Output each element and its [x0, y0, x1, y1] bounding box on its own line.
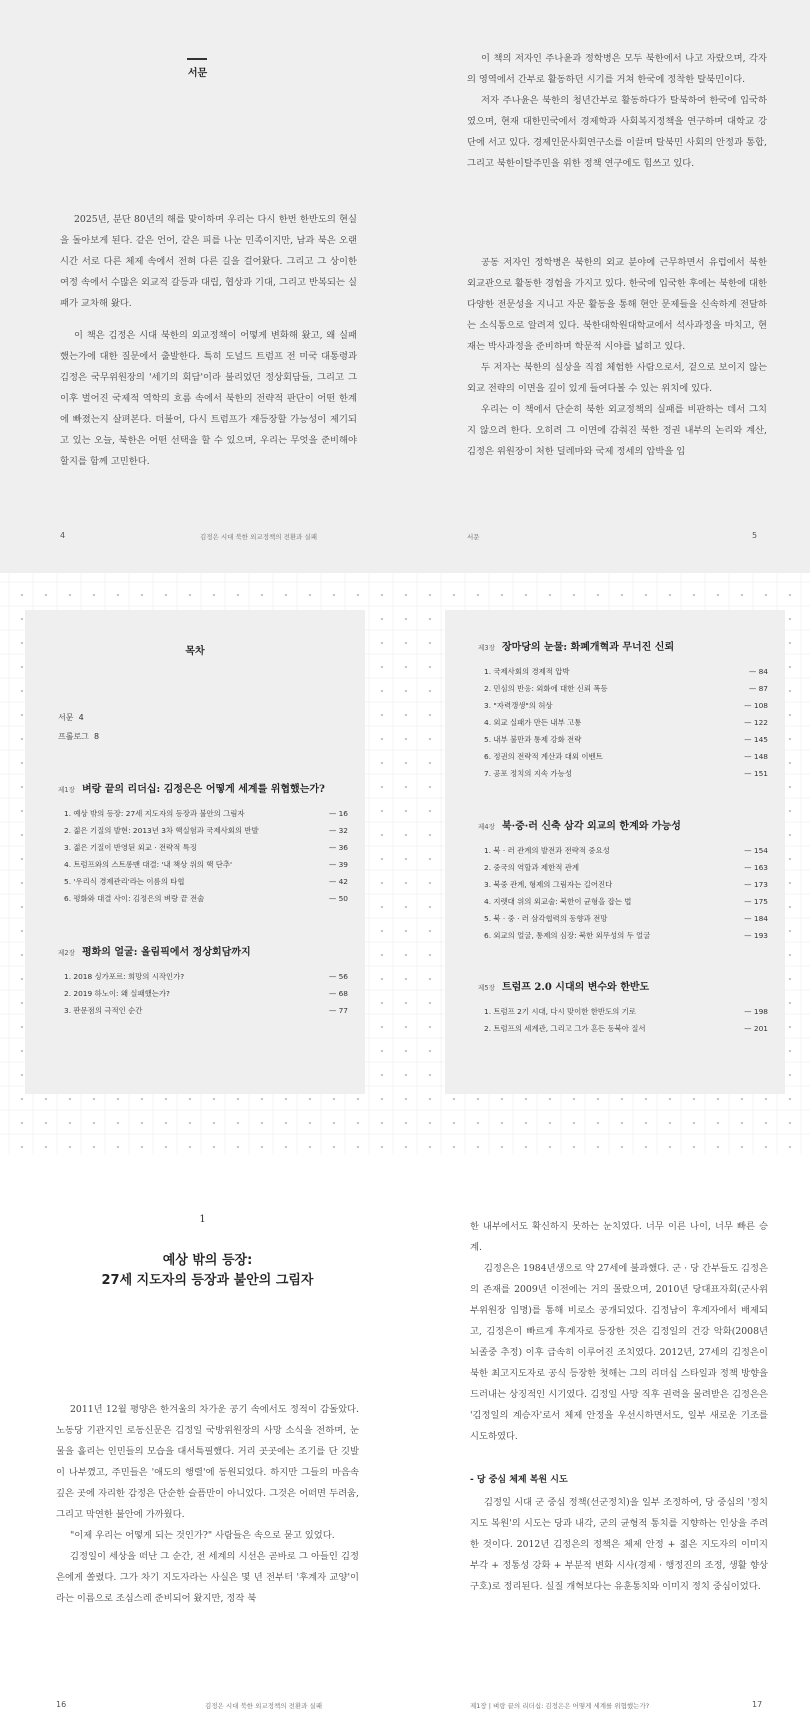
toc-entry[interactable]: 3. 젊은 기질이 반영된 외교 · 전략적 특징 — 36 [64, 843, 348, 852]
toc-entry[interactable]: 7. 공포 정치의 지속 가능성 — 151 [484, 769, 768, 778]
running-head: 제1장 | 벼랑 끝의 리더십: 김정은은 어떻게 세계를 위협했는가? [470, 1702, 650, 1710]
running-head: 김정은 시대 북한 외교정책의 전환과 실패 [200, 533, 318, 541]
chapter-title[interactable]: 장마당의 눈물: 화폐개혁과 무너진 신뢰 [501, 642, 675, 653]
toc-entry[interactable]: 3. 판문점의 극적인 순간 — 77 [64, 1006, 348, 1015]
toc-entry[interactable]: 5. '우리식 경제관리'라는 이름의 타협 — 42 [64, 877, 348, 886]
chapter-label: 제2장 [58, 949, 75, 957]
chapter-label: 제3장 [478, 644, 495, 652]
toc-entry[interactable]: 5. 북 · 중 · 러 삼각협력의 동향과 전망 — 184 [484, 914, 768, 923]
toc-entry[interactable]: 6. 외교의 얼굴, 통제의 심장: 북한 외무성의 두 얼굴 — 193 [484, 931, 768, 940]
toc-chapter-2 [58, 943, 348, 1019]
page-number: 16 [56, 1700, 67, 1709]
chapter-body-right: 한 내부에서도 확신하지 못하는 눈치였다. 너무 이른 나이, 너무 빠른 승계. 김정은은 1984년생으로 약 27세에 불과했다. 군 · 당 간부들도 김정은의 존재를 2009년 이전에는 거의 몰랐으며, 2010년 당대표자회(군사위 부위원장 임명)를 통해 비로소 공개되었다. 김정남이 후계자에서 배제되고, 김정은이 빠르게 후계자로 등장한 것은 김정일의 건강 악화(2008년 뇌졸중 추정) 이후 급속히 이루어진 조치였다. 2012년, 27세의 김정은이 북한 최고지도자로 공식 등장한 첫해는 그의 리더십 스타일과 정책 방향을 드러내는 상징적인 시기였다. 김정일 사망 직후 권력을 물려받은 김정은은 '김정일의 계승자'로서 체제 안정을 우선시하면서도, 일부 새로운 기조를 시도하였다. [470, 1221, 768, 1442]
running-head: 서문 [467, 533, 480, 541]
toc-entry[interactable]: 6. 정권의 전략적 계산과 대외 이벤트 — 148 [484, 752, 768, 761]
toc-title: 목차 [185, 646, 205, 657]
toc-chapter-5 [478, 978, 768, 1037]
chapter-body-right-2: 김정일 시대 군 중심 정책(선군정치)을 일부 조정하여, 당 중심의 '정치지도 복원'의 시도는 당과 내각, 군의 균형적 통치를 지향하는 인상을 주려 한 것이다. 2012년 김정은의 정책은 체제 안정 + 젊은 지도자의 이미지 부각 + 정통성 강화 + 부분적 변화 시사(경제 · 행정진의 조정, 생활 향상 구호)로 정리된다. 실질 개혁보다는 유훈통치와 이미지 정치 중심이었다. [470, 1497, 768, 1592]
preface-spread [0, 0, 810, 573]
toc-chapter-1 [58, 780, 348, 907]
chapter-body-left: 2011년 12월 평양은 한겨울의 차가운 공기 속에서도 정적이 감돌았다. 노동당 기관지인 로동신문은 김정일 국방위원장의 사망 소식을 전하며, 눈물을 흘리는 인민들의 모습을 대서특필했다. 거리 곳곳에는 조기를 단 깃발이 나부꼈고, 주민들은 '애도의 행렬'에 동원되었다. 하지만 그들의 마음속 깊은 곳에 자리한 감정은 단순한 슬픔만이 아니었다. 그것은 어떠면 두려움, 그리고 막연한 불안에 가까웠다. "이제 우리는 어떻게 되는 것인가?" 사람들은 속으로 묻고 있었다. 김정일이 세상을 떠난 그 순간, 전 세계의 시선은 곧바로 그 아들인 김정은에게 쏠렸다. 그가 차기 지도자라는 사실은 몇 년 전부터 '후계자 교양'이라는 이름으로 조심스레 준비되어 왔지만, 정작 북 [56, 1404, 359, 1604]
toc-entry[interactable]: 2. 민심의 반응: 외화에 대한 신뢰 폭등 — 87 [484, 684, 768, 693]
toc-panel-right [445, 610, 785, 1094]
preface-paragraph: 2025년, 분단 80년의 해를 맞이하며 우리는 다시 한번 한반도의 현실을 돌아보게 된다. 같은 언어, 같은 피를 나눈 민족이지만, 남과 북은 오랜 시간 서로 다른 체제 속에서 전혀 다른 길을 걸어왔다. 그리고 그 상이한 여정 속에서 수많은 외교적 갈등과 대립, 협상과 기대, 그리고 반복되는 실패가 교차해 왔다. [60, 214, 357, 309]
chapter-title[interactable]: 평화의 얼굴: 올림픽에서 정상회담까지 [81, 947, 251, 958]
toc-chapter-3 [478, 638, 768, 782]
chapter-title[interactable]: 북·중·러 신축 삼각 외교의 한계와 가능성 [501, 821, 681, 832]
toc-entry[interactable]: 1. 트럼프 2기 시대, 다시 맞이한 한반도의 기로 — 198 [484, 1007, 768, 1016]
toc-entry[interactable]: 4. 트럼프와의 스트롱맨 대결: '내 책상 위의 핵 단추' — 39 [64, 860, 348, 869]
toc-entry[interactable]: 4. 지렛대 위의 외교술: 북한이 균형을 잡는 법 — 175 [484, 897, 768, 906]
toc-entry[interactable]: 1. 예상 밖의 등장: 27세 지도자의 등장과 불안의 그림자 — 16 [64, 809, 348, 818]
toc-entry[interactable]: 2. 트럼프의 세계관, 그리고 그가 흔든 동북아 질서 — 201 [484, 1024, 768, 1033]
toc-entry[interactable]: 3. "자력갱생"의 허상 — 108 [484, 701, 768, 710]
preface-paragraph-group: 이 책의 저자인 주나윤과 정학병은 모두 북한에서 나고 자랐으며, 각자의 영역에서 간부로 활동하던 시기를 거쳐 한국에 정착한 탈북민이다. 저자 주나윤은 북한의 청년간부로 활동하다가 탈북하여 한국에 입국하였으며, 현재 대한민국에서 경제학과 사회복지정책을 연구하며 대학교 강단에 서고 있다. 경제인문사회연구소를 이끌며 탈북민 사회의 안정과 통합, 그리고 북한이탈주민을 위한 정책 연구에도 힘쓰고 있다. [467, 53, 767, 169]
page-5 [405, 0, 810, 573]
title-rule [187, 58, 207, 60]
toc-entry[interactable]: 5. 내부 불만과 통제 강화 전략 — 145 [484, 735, 768, 744]
page-number: 5 [752, 531, 758, 540]
chapter-title[interactable]: 벼랑 끝의 리더십: 김정은은 어떻게 세계를 위협했는가? [81, 784, 325, 795]
chapter-title[interactable]: 트럼프 2.0 시대의 변수와 한반도 [501, 982, 650, 993]
toc-chapter-4 [478, 817, 768, 944]
toc-entry[interactable]: 2. 젊은 기질의 발현: 2013년 3차 핵실험과 국제사회의 반발 — 32 [64, 826, 348, 835]
toc-entry[interactable]: 1. 국제사회의 경제적 압박 — 84 [484, 667, 768, 676]
toc-spread [0, 573, 810, 1155]
toc-entry[interactable]: 1. 2018 싱가포르: 희망의 시작인가? — 56 [64, 972, 348, 981]
toc-entry[interactable]: 2. 중국의 역할과 제한적 관계 — 163 [484, 863, 768, 872]
chapter-label: 제5장 [478, 984, 495, 992]
preface-paragraph: 이 책은 김정은 시대 북한의 외교정책이 어떻게 변화해 왔고, 왜 실패했는가에 대한 질문에서 출발한다. 특히 도널드 트럼프 전 미국 대통령과 김정은 국무위원장의 '세기의 회담'이라 불리었던 정상회담들, 그리고 그 이후 벌어진 국제적 역학의 흐름 속에서 북한의 전략적 판단이 어떤 한계에 빠졌는지 살펴본다. 더불어, 다시 트럼프가 재등장할 가능성이 제기되고 있는 오늘, 북한은 어떤 선택을 할 수 있으며, 우리는 무엇을 준비해야 할지를 함께 고민한다. [60, 330, 357, 467]
toc-entry[interactable]: 2. 2019 하노이: 왜 실패했는가? — 68 [64, 989, 348, 998]
preface-title: 서문 [187, 68, 208, 79]
toc-entry[interactable]: 3. 북중 관계, 형제의 그림자는 길어진다 — 173 [484, 880, 768, 889]
chapter-label: 제4장 [478, 823, 495, 831]
running-head: 김정은 시대 북한 외교정책의 전환과 실패 [205, 1702, 323, 1710]
chapter-number: 1 [199, 1214, 206, 1225]
toc-entry[interactable]: 4. 외교 실패가 만든 내부 고통 — 122 [484, 718, 768, 727]
toc-entry[interactable]: 6. 평화와 대결 사이: 김정은의 벼랑 끝 전술 — 50 [64, 894, 348, 903]
toc-front-item[interactable]: 서문 4 [58, 713, 84, 722]
section-heading: - 당 중심 체제 복원 시도 [470, 1475, 568, 1485]
chapter-label: 제1장 [58, 786, 75, 794]
page-4 [0, 0, 405, 573]
chapter-opening-title: 예상 밖의 등장: 27세 지도자의 등장과 불안의 그림자 [101, 1253, 314, 1288]
preface-paragraph-group: 공동 저자인 정학병은 북한의 외교 분야에 근무하면서 유럽에서 북한 외교관으로 활동한 경험을 가지고 있다. 한국에 입국한 후에는 북한에 대한 다양한 전문성을 지니고 자문 활동을 통해 현안 문제들을 신속하게 전달하는 소식통으로 알려져 있다. 북한대학원대학교에서 석사과정을 마치고, 현재는 박사과정을 준비하며 학문적 시야를 넓히고 있다. 두 저자는 북한의 실상을 직접 체험한 사람으로서, 겉으로 보이지 않는 외교 전략의 이면을 깊이 있게 들여다볼 수 있는 위치에 있다. 우리는 이 책에서 단순히 북한 외교정책의 실패를 비판하는 데서 그치지 않으려 한다. 오히려 그 이면에 감춰진 북한 정권 내부의 논리와 계산, 김정은 위원장이 처한 딜레마와 국제 정세의 압박을 입 [467, 257, 767, 457]
page-number: 4 [60, 531, 66, 540]
toc-panel-left [25, 610, 365, 1094]
toc-entry[interactable]: 1. 북 · 러 관계의 발전과 전략적 중요성 — 154 [484, 846, 768, 855]
page-number: 17 [752, 1700, 763, 1709]
toc-front-item[interactable]: 프롤로그 8 [58, 732, 100, 741]
